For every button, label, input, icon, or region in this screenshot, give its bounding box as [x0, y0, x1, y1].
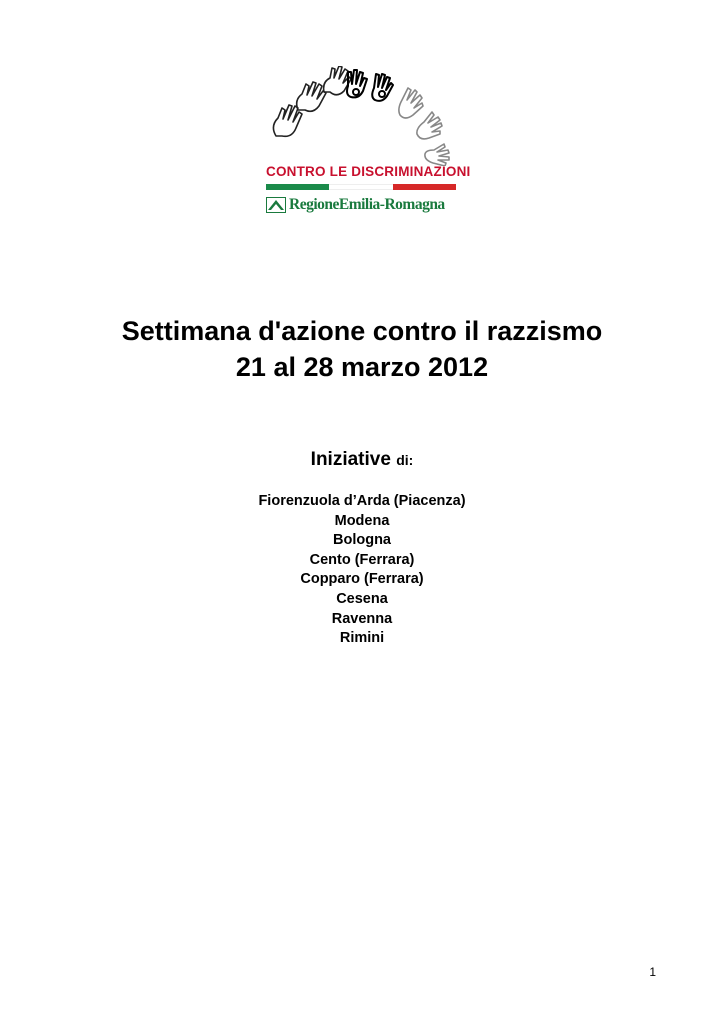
initiatives-heading	[0, 449, 724, 471]
city-item: Rimini	[339, 630, 385, 647]
initiatives-label: Iniziative	[310, 449, 391, 470]
region-emblem-icon	[266, 197, 286, 213]
region-logo	[266, 194, 462, 216]
campaign-title: CONTRO LE DISCRIMINAZIONI	[266, 164, 471, 179]
document-title-line-1: Settimana d'azione contro il razzismo	[121, 316, 603, 346]
city-item: Copparo (Ferrara)	[300, 571, 424, 588]
city-item: Ravenna	[331, 610, 393, 627]
page-number: 1	[649, 965, 656, 979]
region-name: RegioneEmilia-Romagna	[289, 196, 445, 213]
document-title-line-2: 21 al 28 marzo 2012	[235, 352, 489, 382]
initiatives-suffix: di:	[396, 452, 414, 468]
city-item: Modena	[334, 512, 390, 529]
city-item: Cesena	[336, 590, 388, 607]
city-item: Fiorenzuola d’Arda (Piacenza)	[258, 493, 466, 509]
city-item: Cento (Ferrara)	[309, 551, 415, 568]
flag-stripe	[266, 184, 456, 190]
campaign-logo	[262, 66, 471, 216]
city-item: Bologna	[333, 532, 391, 549]
cities-list	[0, 492, 724, 649]
hands-circle-logo	[262, 66, 462, 166]
